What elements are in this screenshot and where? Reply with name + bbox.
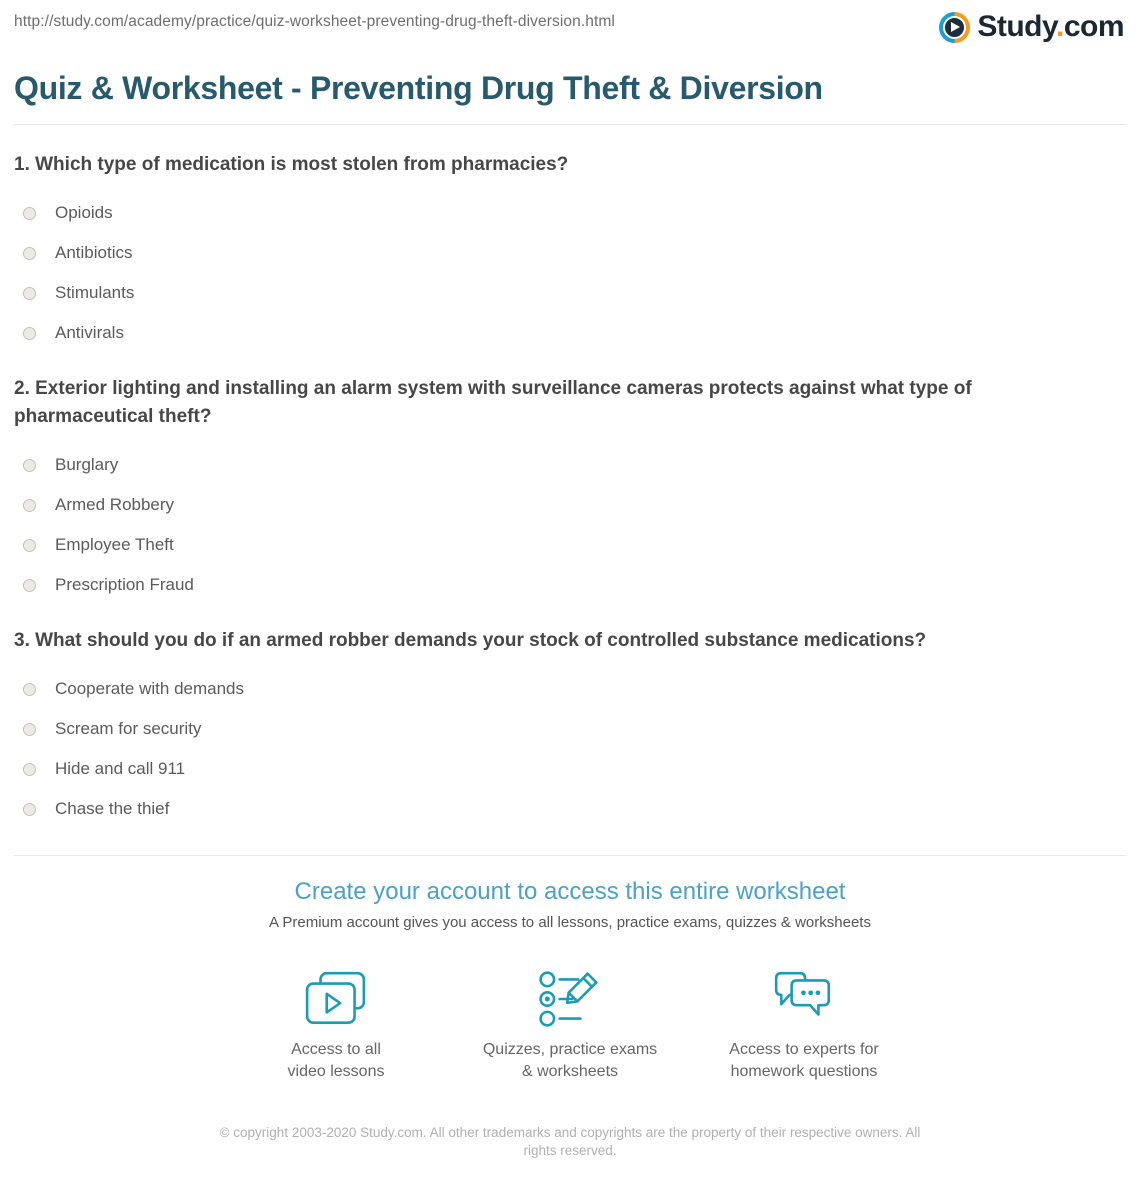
studycom-logo[interactable] — [939, 10, 1124, 44]
question-text: 3. What should you do if an armed robber demands your stock of controlled substance medications? — [14, 630, 927, 652]
option-label: Antibiotics — [55, 243, 133, 263]
radio-button[interactable] — [23, 723, 36, 736]
option-label: Employee Theft — [55, 535, 174, 555]
question-2 — [14, 375, 1126, 605]
feature-quizzes-worksheets — [467, 971, 673, 1082]
quiz-questions — [14, 125, 1126, 829]
radio-button[interactable] — [23, 579, 36, 592]
question-3 — [14, 627, 1126, 829]
logo-text: Study.com — [977, 10, 1124, 43]
header — [0, 0, 1140, 56]
answer-option[interactable] — [14, 669, 1126, 709]
page-title: Quiz & Worksheet - Preventing Drug Theft & Diversion — [14, 70, 823, 106]
cta-section — [14, 855, 1126, 1082]
option-label: Armed Robbery — [55, 495, 175, 515]
option-label: Cooperate with demands — [55, 679, 245, 699]
main-content — [0, 70, 1140, 1192]
quizzes-worksheets-icon — [537, 971, 603, 1027]
radio-button[interactable] — [23, 803, 36, 816]
footer — [14, 1124, 1126, 1192]
feature-caption: Access to experts for homework questions — [729, 1041, 879, 1080]
radio-button[interactable] — [23, 459, 36, 472]
option-label: Hide and call 911 — [55, 759, 186, 779]
answer-option[interactable] — [14, 485, 1126, 525]
answer-option[interactable] — [14, 525, 1126, 565]
option-label: Opioids — [55, 203, 113, 223]
page-url: http://study.com/academy/practice/quiz-worksheet-preventing-drug-theft-diversion.html — [14, 13, 615, 30]
answer-options — [14, 445, 1126, 605]
answer-option[interactable] — [14, 749, 1126, 789]
answer-option[interactable] — [14, 313, 1126, 353]
radio-button[interactable] — [23, 207, 36, 220]
option-label: Stimulants — [55, 283, 135, 303]
radio-button[interactable] — [23, 327, 36, 340]
answer-option[interactable] — [14, 445, 1126, 485]
feature-caption: Quizzes, practice exams & worksheets — [482, 1041, 658, 1080]
answer-option[interactable] — [14, 193, 1126, 233]
features-row — [14, 971, 1126, 1082]
answer-option[interactable] — [14, 709, 1126, 749]
option-label: Burglary — [55, 455, 119, 475]
option-label: Scream for security — [55, 719, 202, 739]
option-label: Prescription Fraud — [55, 575, 194, 595]
create-account-link[interactable]: Create your account to access this entire worksheet — [294, 878, 846, 906]
video-lessons-icon — [303, 971, 369, 1027]
answer-option[interactable] — [14, 565, 1126, 605]
radio-button[interactable] — [23, 247, 36, 260]
answer-options — [14, 669, 1126, 829]
answer-options — [14, 193, 1126, 353]
radio-button[interactable] — [23, 763, 36, 776]
answer-option[interactable] — [14, 233, 1126, 273]
feature-video-lessons — [233, 971, 439, 1082]
experts-chat-icon — [771, 971, 837, 1027]
premium-subheading: A Premium account gives you access to all lessons, practice exams, quizzes & worksheets — [269, 914, 871, 932]
play-circle-icon — [939, 12, 970, 43]
radio-button[interactable] — [23, 287, 36, 300]
feature-expert-help — [701, 971, 907, 1082]
option-label: Antivirals — [55, 323, 124, 343]
answer-option[interactable] — [14, 273, 1126, 313]
radio-button[interactable] — [23, 499, 36, 512]
question-text: 2. Exterior lighting and installing an alarm system with surveillance cameras protects against what type of pharmaceutical theft? — [14, 378, 972, 428]
feature-caption: Access to all video lessons — [287, 1041, 385, 1080]
radio-button[interactable] — [23, 683, 36, 696]
question-text: 1. Which type of medication is most stolen from pharmacies? — [14, 154, 569, 175]
option-label: Chase the thief — [55, 799, 170, 819]
copyright-text: © copyright 2003-2020 Study.com. All other trademarks and copyrights are the property of their respective owners. All rights reserved. — [219, 1124, 921, 1159]
answer-option[interactable] — [14, 789, 1126, 829]
question-1 — [14, 151, 1126, 353]
radio-button[interactable] — [23, 539, 36, 552]
